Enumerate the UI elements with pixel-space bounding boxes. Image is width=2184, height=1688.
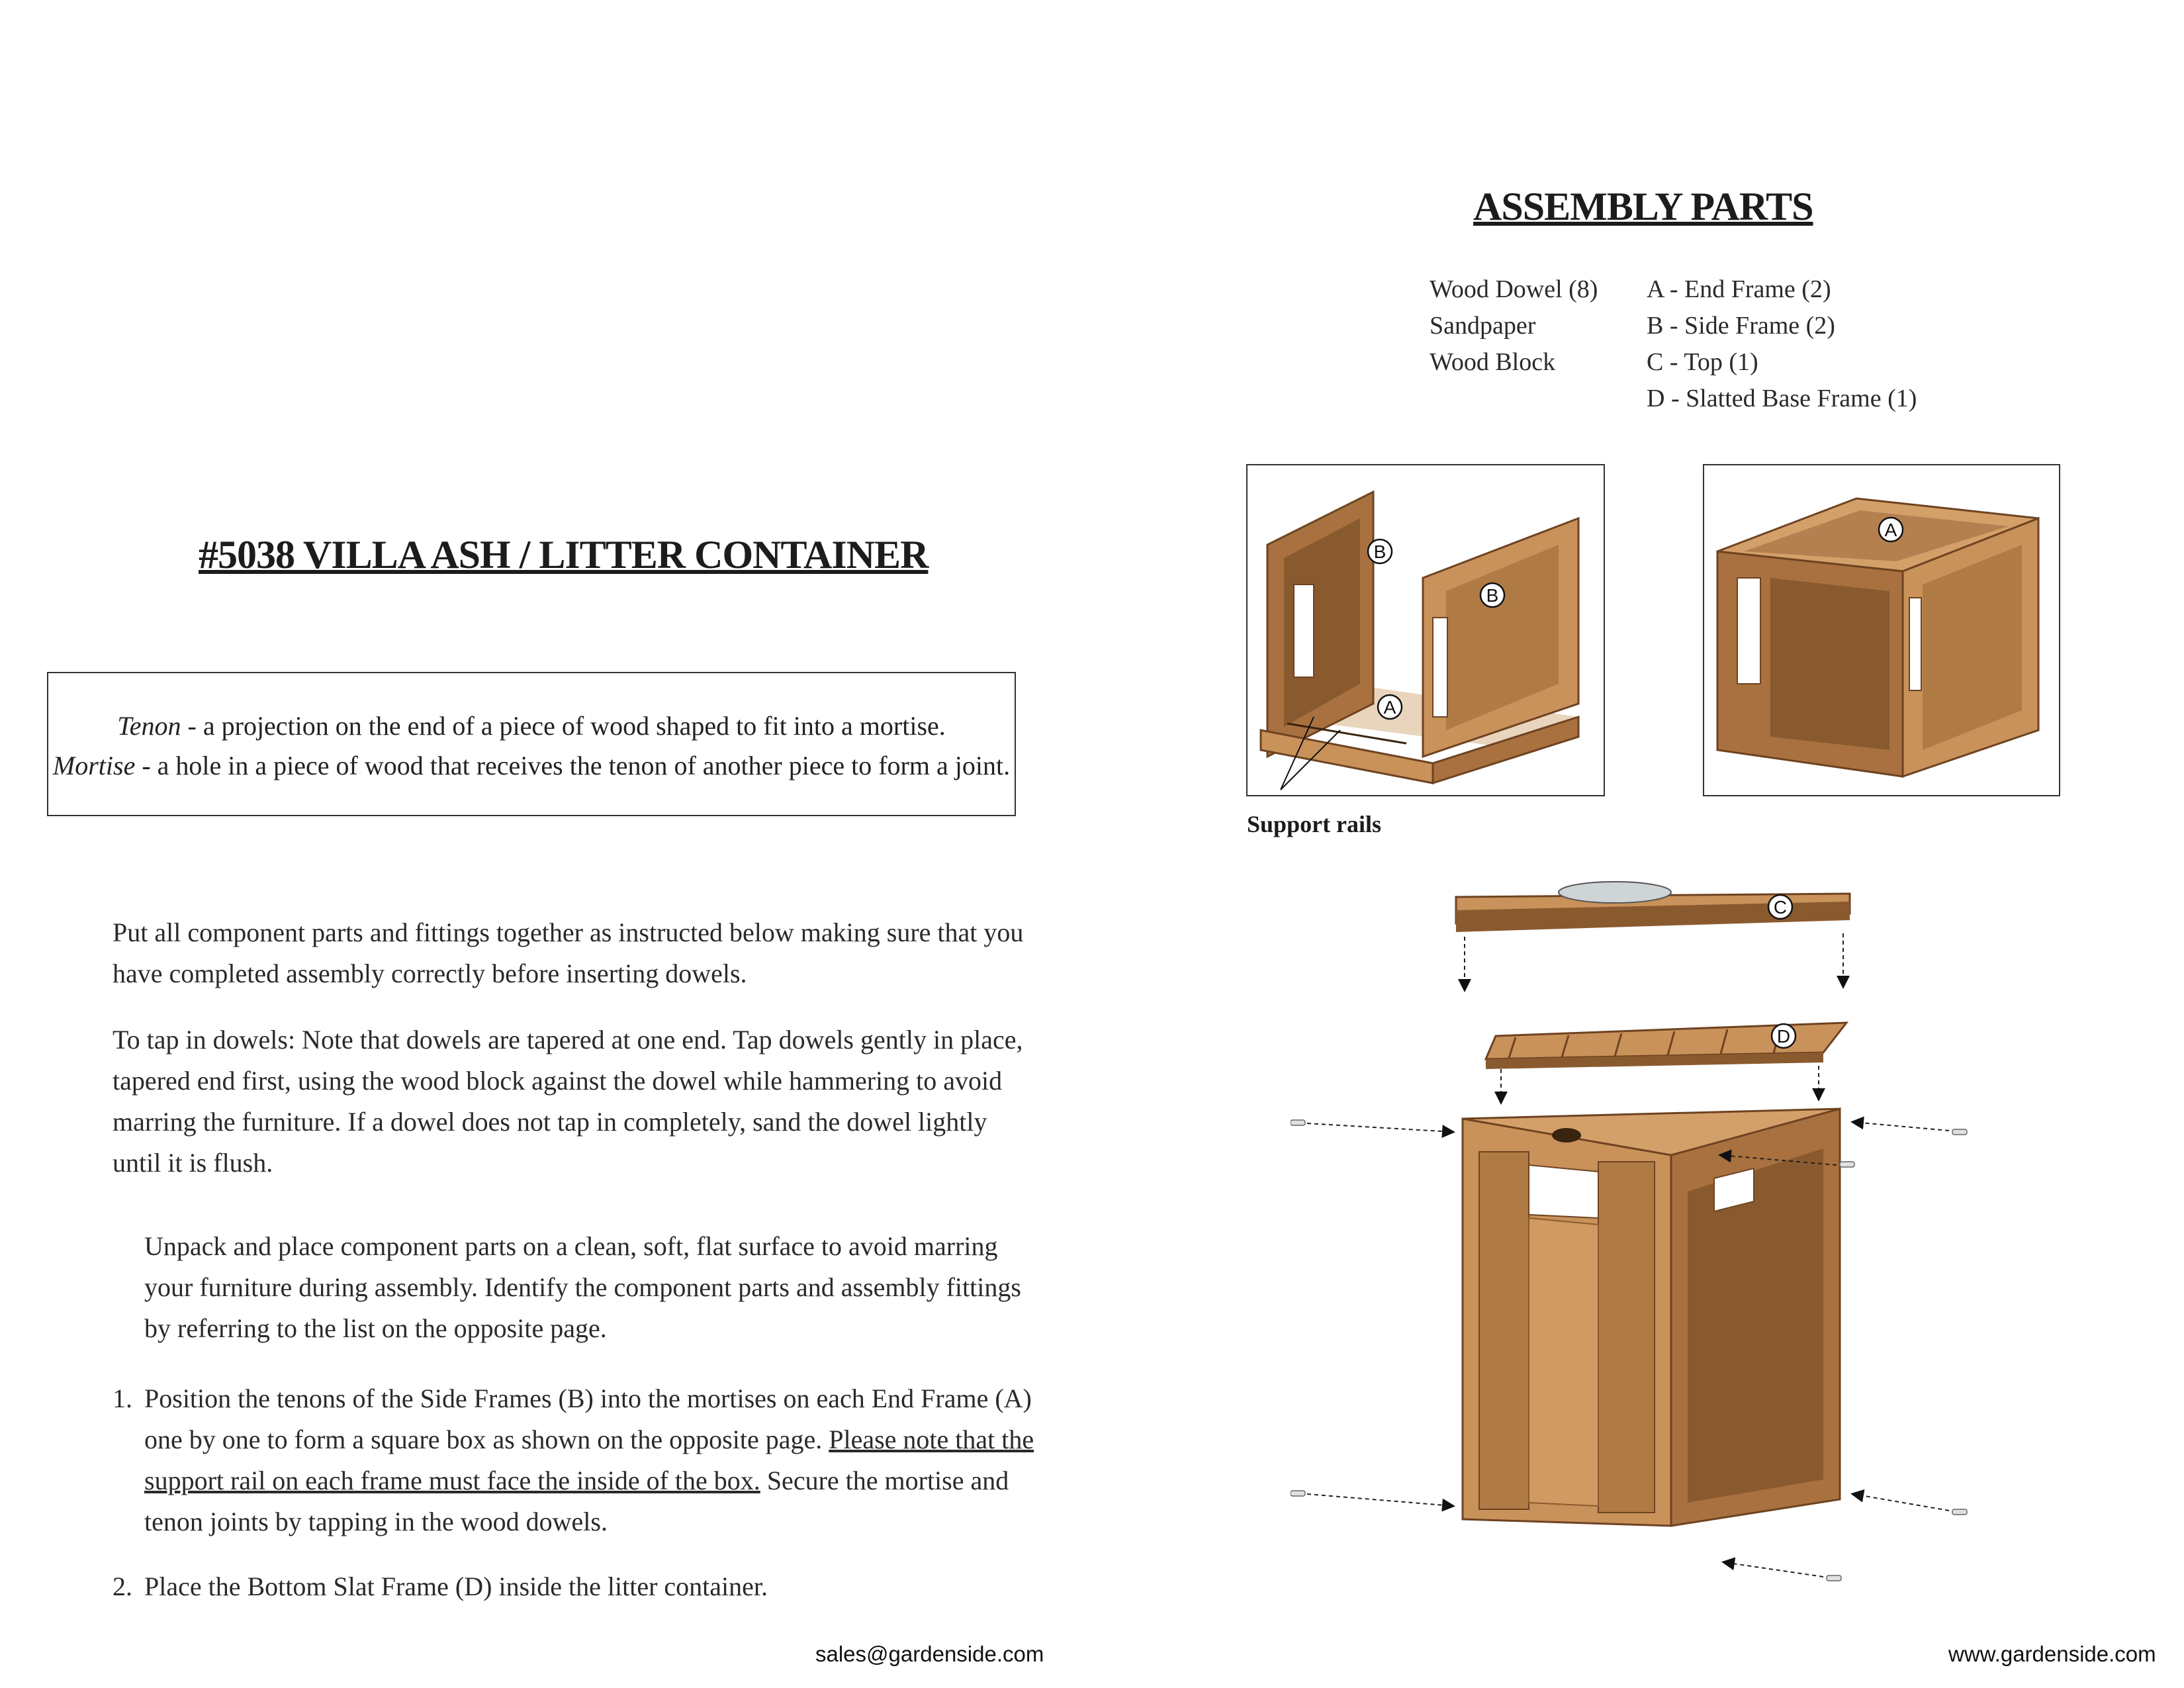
list-item: A - End Frame (2): [1647, 275, 1831, 303]
parts-list: [1647, 271, 1917, 417]
list-item: C - Top (1): [1647, 348, 1758, 376]
open-frame-photo: [1246, 464, 1605, 796]
unpack-paragraph: Unpack and place component parts on a clean, soft, flat surface to avoid marring your furniture during assembly. Identify the component parts and assembly fittings by referring to the list on the opposite page.: [144, 1231, 1021, 1343]
step-text-before: Position the tenons of the Side Frames (B) into the mortises on each End Frame (A) one by one to form a square box as shown on the opposite page.: [144, 1383, 1032, 1454]
exploded-view-illustration: [1291, 874, 2019, 1595]
assembled-box-illustration: [1704, 465, 2059, 795]
top-panel-c: [1456, 882, 1850, 932]
list-item: B - Side Frame (2): [1647, 312, 1835, 340]
step-text: Place the Bottom Slat Frame (D) inside the litter container.: [144, 1571, 768, 1601]
callout-label: D: [1776, 1026, 1791, 1047]
definitions-box: [47, 672, 1016, 816]
list-item: D - Slatted Base Frame (1): [1647, 385, 1917, 412]
step-text-after: Secure the mortise and tenon joints by tapping in the wood dowels.: [144, 1466, 1009, 1536]
callout-label: B: [1486, 585, 1499, 606]
mortise-definition: [48, 746, 1015, 786]
callout-label: A: [1884, 520, 1897, 540]
step-number: 2.: [113, 1571, 132, 1601]
list-item: Wood Block: [1430, 348, 1556, 376]
step-number: 1.: [113, 1383, 132, 1413]
list-item: Wood Dowel (8): [1430, 275, 1598, 303]
mortise-term: Mortise: [52, 751, 136, 780]
support-rails-label: Support rails: [1247, 811, 1382, 837]
assembled-box-photo: [1703, 464, 2060, 796]
step-1: [113, 1378, 1046, 1542]
callout-b-left: [1368, 539, 1392, 563]
callout-b-right: [1480, 583, 1504, 607]
dowel-paragraph: To tap in dowels: Note that dowels are tapered at one end. Tap dowels gently in place, tapered end first, using the wood block against the dowel while hammering to avoid marring the furniture. If a dowel does not tap in completely, sand the dowel lightly until it is flush.: [113, 1025, 1023, 1178]
list-item: Sandpaper: [1430, 312, 1536, 340]
step-text: [144, 1378, 1046, 1542]
callout-a: [1378, 695, 1402, 719]
tenon-text: - a projection on the end of a piece of wood shaped to fit into a mortise.: [181, 711, 946, 741]
mortise-text: - a hole in a piece of wood that receives the tenon of another piece to form a joint.: [135, 751, 1011, 780]
step-2: [113, 1566, 1046, 1607]
product-title: #5038 VILLA ASH / LITTER CONTAINER: [199, 533, 929, 577]
callout-label: A: [1383, 697, 1396, 718]
step-text-underlined: Please note that the support rail on each frame must face the inside of the box.: [144, 1425, 1034, 1495]
fittings-list: [1430, 271, 1598, 381]
intro-paragraph: Put all component parts and fittings together as instructed below making sure that you have completed assembly correctly before inserting dowels.: [113, 917, 1024, 988]
assembly-parts-title: ASSEMBLY PARTS: [1473, 185, 1813, 228]
callout-label: B: [1373, 541, 1387, 562]
callout-a-top: [1879, 518, 1903, 541]
tenon-term: Tenon: [117, 711, 181, 741]
callout-label: C: [1773, 897, 1788, 917]
footer-email: sales@gardenside.com: [815, 1642, 1044, 1666]
footer-url: www.gardenside.com: [1948, 1642, 2156, 1666]
container-body: [1463, 1109, 1840, 1526]
slatted-base-d: [1486, 1023, 1846, 1069]
open-frame-illustration: [1248, 465, 1604, 795]
exploded-view: [1291, 874, 2019, 1595]
tenon-definition: [48, 706, 1015, 746]
